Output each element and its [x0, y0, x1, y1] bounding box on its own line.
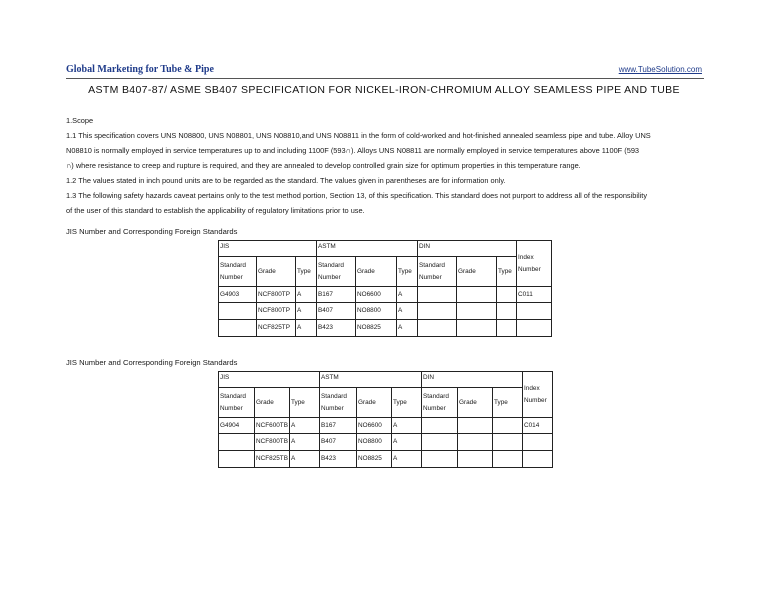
cell-astm-type: A	[397, 303, 418, 320]
cell-astm-standard: B423	[320, 451, 357, 468]
cell-din-standard	[422, 451, 458, 468]
cell-din-standard	[418, 303, 457, 320]
cell-astm-standard: B407	[317, 303, 356, 320]
cell-jis-grade: NCF600TB	[255, 418, 290, 434]
cell-jis-grade: NCF825TP	[257, 320, 296, 337]
cell-astm-grade: NO8800	[357, 434, 392, 451]
jis-grade-header: Grade	[257, 257, 296, 287]
din-grade-header: Grade	[458, 388, 493, 418]
cell-din-type	[493, 418, 523, 434]
brand-name: Global Marketing for Tube & Pipe	[66, 64, 214, 75]
index-sub-label: Number	[524, 396, 547, 404]
cell-jis-type: A	[296, 287, 317, 303]
group-din: DIN	[418, 241, 517, 257]
din-grade-header: Grade	[457, 257, 497, 287]
cell-jis-grade: NCF800TP	[257, 303, 296, 320]
cell-index-number	[517, 320, 552, 337]
group-jis: JIS	[219, 372, 320, 388]
din-standard-number-header: Standard Number	[422, 388, 458, 418]
astm-grade-header: Grade	[357, 388, 392, 418]
jis-standard-number-header: Standard Number	[219, 257, 257, 287]
cell-astm-type: A	[392, 434, 422, 451]
table-row	[219, 320, 552, 337]
cell-astm-standard: B167	[320, 418, 357, 434]
table-row	[219, 451, 553, 468]
cell-jis-standard	[219, 320, 257, 337]
cell-din-standard	[422, 434, 458, 451]
astm-standard-number-header: Standard Number	[320, 388, 357, 418]
cell-din-grade	[457, 303, 497, 320]
cell-din-type	[497, 303, 517, 320]
cell-astm-grade: NO6600	[356, 287, 397, 303]
jis-type-header: Type	[296, 257, 317, 287]
cell-astm-grade: NO8825	[356, 320, 397, 337]
scope-paragraph-1-1: 1.1 This specification covers UNS N08800, UNS N08801, UNS N08810,and UNS N08811 in the form of cold-worked and hot-finished annealed seamless pipe and tube. Alloy UNS	[66, 131, 651, 140]
website-link[interactable]: www.TubeSolution.com	[618, 65, 702, 74]
cell-index-number: C014	[523, 418, 553, 434]
index-sub-label: Number	[518, 265, 541, 273]
group-astm: ASTM	[317, 241, 418, 257]
astm-type-header: Type	[397, 257, 418, 287]
cell-din-type	[493, 434, 523, 451]
jis-grade-header: Grade	[255, 388, 290, 418]
cell-din-standard	[418, 287, 457, 303]
scope-section	[66, 113, 706, 218]
cell-jis-type: A	[296, 303, 317, 320]
group-jis: JIS	[219, 241, 317, 257]
index-label: Index	[518, 253, 534, 261]
cell-jis-standard	[219, 303, 257, 320]
cell-astm-standard: B407	[320, 434, 357, 451]
scope-paragraph-1-3-cont: of the user of this standard to establish the applicability of regulatory limitations prior to use.	[66, 206, 365, 215]
cell-index-number	[523, 451, 553, 468]
cell-astm-type: A	[397, 287, 418, 303]
cell-index-number	[523, 434, 553, 451]
index-number-header	[517, 241, 552, 287]
astm-grade-header: Grade	[356, 257, 397, 287]
cell-din-grade	[458, 418, 493, 434]
cell-jis-type: A	[290, 418, 320, 434]
cell-jis-standard: G4904	[219, 418, 255, 434]
index-number-header	[523, 372, 553, 418]
cell-din-grade	[458, 434, 493, 451]
cell-astm-type: A	[392, 418, 422, 434]
table-row	[219, 287, 552, 303]
astm-type-header: Type	[392, 388, 422, 418]
table-row	[219, 434, 553, 451]
cell-jis-grade: NCF800TB	[255, 434, 290, 451]
cell-jis-standard	[219, 451, 255, 468]
cell-astm-type: A	[397, 320, 418, 337]
cell-astm-grade: NO6600	[357, 418, 392, 434]
scope-paragraph-1-2: 1.2 The values stated in inch pound units are to be regarded as the standard. The values given in parentheses are for information only.	[66, 176, 506, 185]
cell-jis-grade: NCF825TB	[255, 451, 290, 468]
cell-din-grade	[457, 287, 497, 303]
cell-jis-type: A	[290, 451, 320, 468]
cell-astm-standard: B423	[317, 320, 356, 337]
jis-standard-number-header: Standard Number	[219, 388, 255, 418]
page-header	[66, 64, 704, 79]
cell-astm-grade: NO8825	[357, 451, 392, 468]
cell-astm-type: A	[392, 451, 422, 468]
cell-astm-grade: NO8800	[356, 303, 397, 320]
group-din: DIN	[422, 372, 523, 388]
table-caption: JIS Number and Corresponding Foreign Standards	[66, 358, 238, 367]
cell-jis-standard	[219, 434, 255, 451]
cell-index-number	[517, 303, 552, 320]
standards-table	[218, 371, 553, 468]
cell-din-type	[497, 287, 517, 303]
cell-astm-standard: B167	[317, 287, 356, 303]
cell-jis-type: A	[296, 320, 317, 337]
document-title: ASTM B407-87/ ASME SB407 SPECIFICATION FOR NICKEL-IRON-CHROMIUM ALLOY SEAMLESS PIPE AND TUBE	[88, 84, 680, 96]
cell-jis-standard: G4903	[219, 287, 257, 303]
table-row	[219, 303, 552, 320]
group-astm: ASTM	[320, 372, 422, 388]
cell-din-type	[497, 320, 517, 337]
standards-table	[218, 240, 552, 337]
index-label: Index	[524, 384, 540, 392]
scope-paragraph-1-3: 1.3 The following safety hazards caveat pertains only to the test method portion, Section 13, of this specification. This standard does not purport to address all of the responsibility	[66, 191, 648, 200]
cell-din-standard	[422, 418, 458, 434]
scope-paragraph-1-1-end: ∩) where resistance to creep and rupture is required, and they are annealed to develop controlled grain size for optimum properties in this temperature range.	[66, 161, 581, 170]
table-row	[219, 418, 553, 434]
scope-paragraph-1-1-cont: N08810 is normally employed in service temperatures up to and including 1100F (593∩). Alloys UNS N08811 are normally employed in service temperatures above 1100F (593	[66, 146, 640, 155]
cell-jis-grade: NCF800TP	[257, 287, 296, 303]
astm-standard-number-header: Standard Number	[317, 257, 356, 287]
cell-din-standard	[418, 320, 457, 337]
cell-din-type	[493, 451, 523, 468]
cell-din-grade	[457, 320, 497, 337]
cell-din-grade	[458, 451, 493, 468]
din-standard-number-header: Standard Number	[418, 257, 457, 287]
table-caption: JIS Number and Corresponding Foreign Standards	[66, 227, 238, 236]
cell-index-number: C011	[517, 287, 552, 303]
din-type-header: Type	[497, 257, 517, 287]
jis-type-header: Type	[290, 388, 320, 418]
scope-heading: 1.Scope	[66, 116, 94, 125]
cell-jis-type: A	[290, 434, 320, 451]
din-type-header: Type	[493, 388, 523, 418]
